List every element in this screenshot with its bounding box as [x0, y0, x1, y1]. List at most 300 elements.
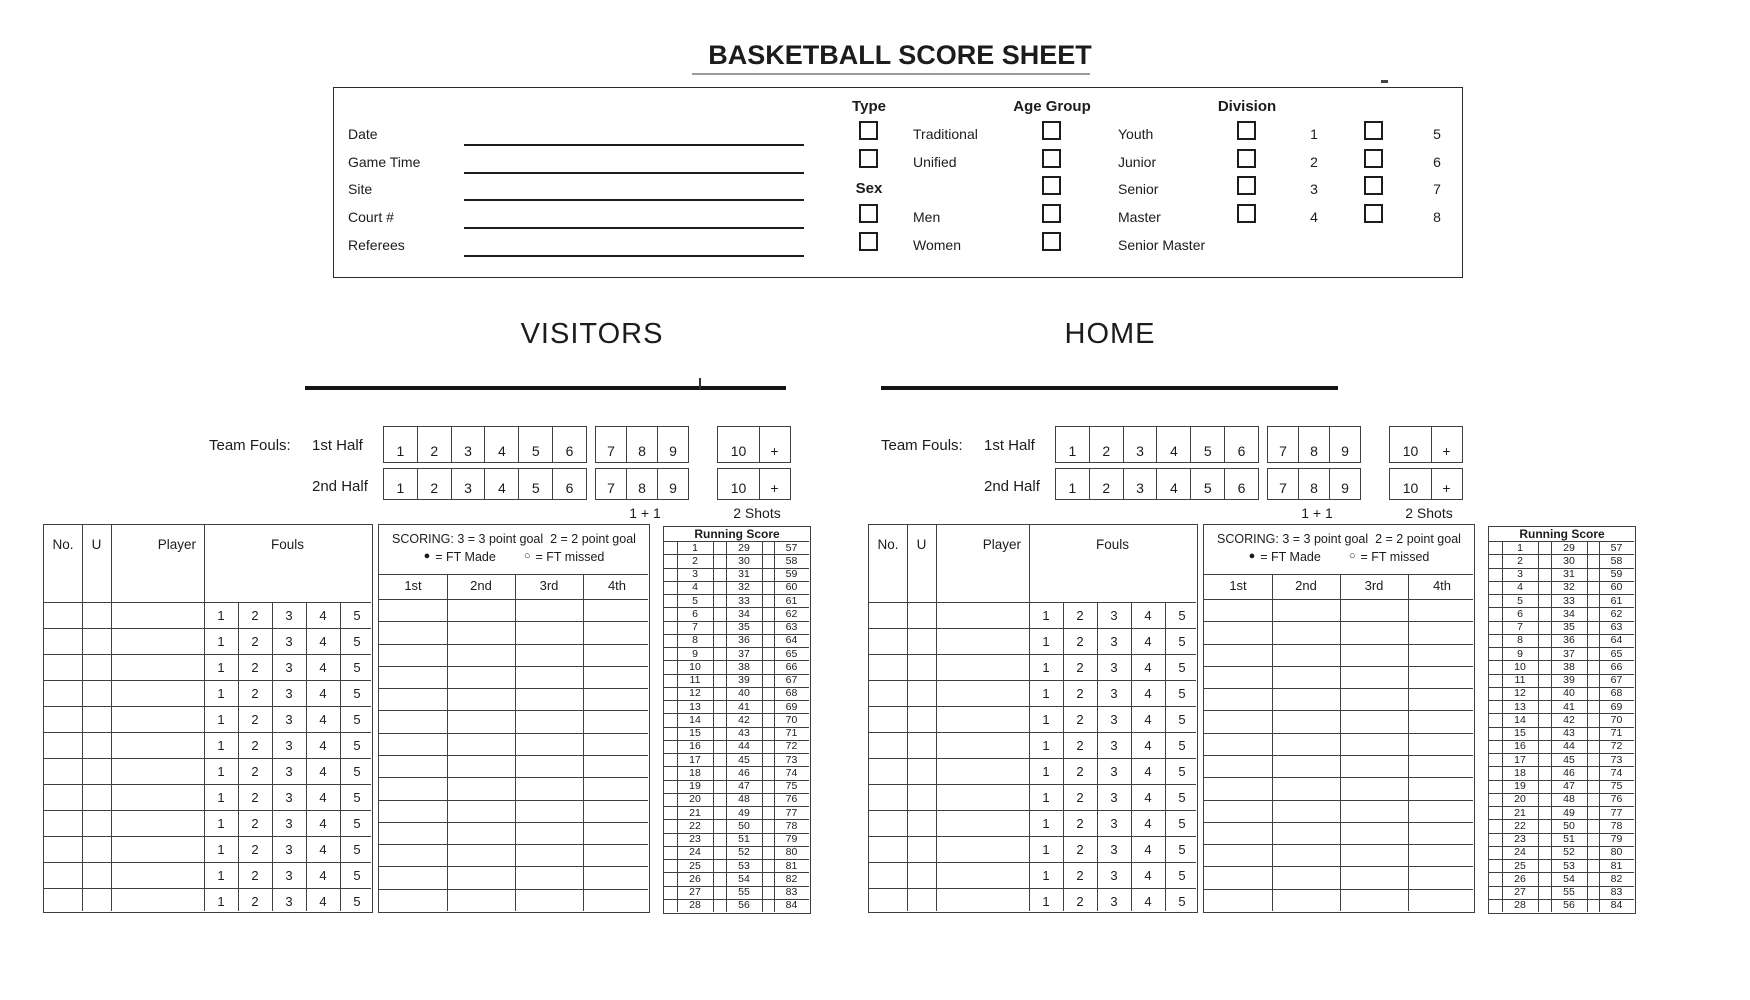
foul-cell-2[interactable]: 2 — [1076, 633, 1084, 649]
running-score-mark-cell[interactable] — [1489, 687, 1502, 700]
roster-cell-player[interactable] — [936, 784, 1029, 810]
foul-cell-2[interactable]: 2 — [251, 789, 259, 805]
running-score-number[interactable]: 68 — [1610, 687, 1623, 700]
foul-cell-3[interactable]: 3 — [285, 867, 293, 883]
running-score-number[interactable]: 63 — [785, 621, 798, 634]
running-score-number[interactable]: 2 — [692, 554, 698, 567]
foul-cell-1[interactable]: 1 — [1042, 841, 1050, 857]
team-foul-box[interactable]: 3 — [1123, 469, 1157, 499]
foul-cell-2[interactable]: 2 — [1076, 867, 1084, 883]
running-score-number[interactable]: 33 — [1563, 594, 1575, 607]
running-score-mark-cell[interactable] — [1489, 568, 1502, 581]
running-score-number[interactable]: 70 — [785, 713, 798, 726]
team-foul-box[interactable]: 9 — [657, 469, 688, 499]
foul-cell-4[interactable]: 4 — [1144, 685, 1152, 701]
foul-cell-4[interactable]: 4 — [1144, 815, 1152, 831]
scoring-cell[interactable] — [1272, 844, 1340, 866]
foul-cell-4[interactable]: 4 — [1144, 893, 1152, 909]
team-foul-box[interactable]: 8 — [626, 427, 657, 462]
foul-cell-5[interactable]: 5 — [353, 685, 361, 701]
scoring-cell[interactable] — [1272, 866, 1340, 888]
running-score-mark-cell[interactable] — [1538, 647, 1551, 660]
running-score-mark-cell[interactable] — [1538, 780, 1551, 793]
team-foul-box[interactable]: 6 — [552, 427, 586, 462]
roster-cell-u[interactable] — [907, 654, 936, 680]
running-score-mark-cell[interactable] — [1538, 621, 1551, 634]
scoring-cell[interactable] — [1204, 889, 1272, 911]
running-score-number[interactable]: 49 — [1563, 806, 1575, 819]
scoring-cell[interactable] — [1408, 777, 1476, 799]
running-score-number[interactable]: 70 — [1610, 713, 1623, 726]
foul-cell-2[interactable]: 2 — [251, 607, 259, 623]
running-score-mark-cell[interactable] — [1489, 713, 1502, 726]
team-foul-box[interactable]: 3 — [1123, 427, 1157, 462]
running-score-number[interactable]: 78 — [785, 819, 798, 832]
running-score-number[interactable]: 27 — [689, 886, 701, 899]
running-score-number[interactable]: 57 — [785, 541, 798, 554]
running-score-mark-cell[interactable] — [1587, 541, 1599, 554]
running-score-number[interactable]: 29 — [1563, 541, 1575, 554]
running-score-mark-cell[interactable] — [1538, 727, 1551, 740]
running-score-number[interactable]: 72 — [1610, 740, 1623, 753]
running-score-number[interactable]: 16 — [689, 740, 701, 753]
running-score-mark-cell[interactable] — [1587, 859, 1599, 872]
running-score-mark-cell[interactable] — [1538, 660, 1551, 673]
foul-cell-1[interactable]: 1 — [217, 607, 225, 623]
running-score-number[interactable]: 6 — [692, 607, 698, 620]
team-foul-box[interactable]: 2 — [1089, 469, 1123, 499]
running-score-number[interactable]: 65 — [785, 647, 798, 660]
running-score-number[interactable]: 62 — [1610, 607, 1623, 620]
team-foul-box[interactable]: 3 — [451, 427, 485, 462]
foul-cell-2[interactable]: 2 — [251, 841, 259, 857]
foul-cell-5[interactable]: 5 — [353, 711, 361, 727]
scoring-cell[interactable] — [1204, 866, 1272, 888]
roster-cell-player[interactable] — [936, 706, 1029, 732]
foul-cell-5[interactable]: 5 — [1178, 607, 1186, 623]
running-score-mark-cell[interactable] — [1489, 674, 1502, 687]
running-score-mark-cell[interactable] — [1489, 899, 1502, 912]
foul-cell-4[interactable]: 4 — [1144, 867, 1152, 883]
team-foul-box[interactable]: 4 — [1156, 427, 1190, 462]
running-score-number[interactable]: 40 — [1563, 687, 1575, 700]
roster-cell-u[interactable] — [907, 602, 936, 628]
running-score-mark-cell[interactable] — [1587, 780, 1599, 793]
foul-cell-3[interactable]: 3 — [285, 685, 293, 701]
scoring-cell[interactable] — [1340, 599, 1408, 621]
roster-cell-player[interactable] — [936, 680, 1029, 706]
foul-cell-1[interactable]: 1 — [1042, 789, 1050, 805]
scoring-cell[interactable] — [1408, 844, 1476, 866]
running-score-number[interactable]: 1 — [692, 541, 698, 554]
running-score-number[interactable]: 64 — [785, 634, 798, 647]
scoring-cell[interactable] — [1340, 844, 1408, 866]
running-score-number[interactable]: 66 — [1610, 660, 1623, 673]
running-score-number[interactable]: 50 — [1563, 819, 1575, 832]
running-score-number[interactable]: 24 — [689, 846, 701, 859]
foul-cell-1[interactable]: 1 — [1042, 685, 1050, 701]
running-score-number[interactable]: 19 — [1514, 780, 1526, 793]
foul-cell-1[interactable]: 1 — [1042, 633, 1050, 649]
running-score-number[interactable]: 81 — [785, 859, 798, 872]
running-score-number[interactable]: 58 — [785, 554, 798, 567]
foul-cell-1[interactable]: 1 — [217, 893, 225, 909]
running-score-mark-cell[interactable] — [1587, 740, 1599, 753]
foul-cell-1[interactable]: 1 — [1042, 867, 1050, 883]
roster-cell-player[interactable] — [936, 602, 1029, 628]
team-foul-box[interactable]: 4 — [484, 427, 518, 462]
running-score-number[interactable]: 35 — [738, 621, 750, 634]
foul-cell-5[interactable]: 5 — [1178, 789, 1186, 805]
running-score-number[interactable]: 6 — [1517, 607, 1523, 620]
foul-cell-4[interactable]: 4 — [319, 893, 327, 909]
team-foul-box[interactable]: 4 — [1156, 469, 1190, 499]
scoring-cell[interactable] — [1272, 733, 1340, 755]
roster-cell-u[interactable] — [907, 628, 936, 654]
running-score-number[interactable]: 81 — [1610, 859, 1623, 872]
scoring-cell[interactable] — [1340, 866, 1408, 888]
running-score-number[interactable]: 5 — [692, 594, 698, 607]
foul-cell-4[interactable]: 4 — [1144, 763, 1152, 779]
running-score-number[interactable]: 39 — [1563, 674, 1575, 687]
scoring-cell[interactable] — [1204, 800, 1272, 822]
team-foul-box[interactable]: 1 — [1068, 443, 1077, 459]
foul-cell-2[interactable]: 2 — [251, 659, 259, 675]
foul-cell-2[interactable]: 2 — [251, 737, 259, 753]
running-score-mark-cell[interactable] — [1538, 899, 1551, 912]
foul-cell-3[interactable]: 3 — [1110, 867, 1118, 883]
running-score-number[interactable]: 54 — [1563, 872, 1575, 885]
foul-cell-5[interactable]: 5 — [353, 789, 361, 805]
running-score-number[interactable]: 78 — [1610, 819, 1623, 832]
team-foul-box[interactable]: 5 — [1190, 469, 1224, 499]
running-score-number[interactable]: 77 — [1610, 806, 1623, 819]
scoring-cell[interactable] — [1408, 710, 1476, 732]
foul-cell-1[interactable]: 1 — [217, 659, 225, 675]
foul-cell-2[interactable]: 2 — [1076, 737, 1084, 753]
foul-cell-5[interactable]: 5 — [353, 841, 361, 857]
running-score-mark-cell[interactable] — [1489, 581, 1502, 594]
running-score-number[interactable]: 69 — [785, 700, 798, 713]
foul-cell-3[interactable]: 3 — [1110, 659, 1118, 675]
scoring-cell[interactable] — [1408, 822, 1476, 844]
team-foul-box[interactable]: 5 — [518, 469, 552, 499]
running-score-number[interactable]: 25 — [689, 859, 701, 872]
team-foul-box[interactable]: 7 — [1279, 443, 1287, 459]
running-score-mark-cell[interactable] — [1489, 541, 1502, 554]
running-score-mark-cell[interactable] — [1489, 607, 1502, 620]
scoring-cell[interactable] — [1340, 777, 1408, 799]
foul-cell-5[interactable]: 5 — [1178, 841, 1186, 857]
foul-cell-5[interactable]: 5 — [1178, 659, 1186, 675]
running-score-mark-cell[interactable] — [1489, 859, 1502, 872]
foul-cell-5[interactable]: 5 — [1178, 893, 1186, 909]
running-score-number[interactable]: 21 — [689, 806, 701, 819]
foul-cell-2[interactable]: 2 — [251, 685, 259, 701]
foul-cell-1[interactable]: 1 — [217, 841, 225, 857]
running-score-mark-cell[interactable] — [1538, 568, 1551, 581]
running-score-number[interactable]: 71 — [785, 727, 798, 740]
scoring-cell[interactable] — [1340, 755, 1408, 777]
foul-cell-5[interactable]: 5 — [353, 633, 361, 649]
running-score-number[interactable]: 30 — [738, 554, 750, 567]
running-score-number[interactable]: 20 — [689, 793, 701, 806]
running-score-number[interactable]: 20 — [1514, 793, 1526, 806]
team-foul-box[interactable]: 9 — [1329, 469, 1360, 499]
running-score-number[interactable]: 80 — [785, 846, 798, 859]
running-score-number[interactable]: 43 — [1563, 727, 1575, 740]
scoring-cell[interactable] — [1272, 889, 1340, 911]
foul-cell-3[interactable]: 3 — [1110, 789, 1118, 805]
running-score-number[interactable]: 51 — [738, 833, 750, 846]
running-score-number[interactable]: 73 — [1610, 753, 1623, 766]
running-score-number[interactable]: 12 — [1514, 687, 1526, 700]
running-score-number[interactable]: 2 — [1517, 554, 1523, 567]
running-score-mark-cell[interactable] — [1538, 793, 1551, 806]
scoring-cell[interactable] — [1204, 755, 1272, 777]
running-score-number[interactable]: 61 — [785, 594, 798, 607]
running-score-number[interactable]: 14 — [1514, 713, 1526, 726]
foul-cell-2[interactable]: 2 — [251, 867, 259, 883]
running-score-mark-cell[interactable] — [1538, 674, 1551, 687]
running-score-mark-cell[interactable] — [1489, 700, 1502, 713]
team-foul-box[interactable]: 2 — [417, 469, 451, 499]
roster-cell-no[interactable] — [869, 836, 907, 862]
running-score-mark-cell[interactable] — [1489, 766, 1502, 779]
running-score-mark-cell[interactable] — [1538, 872, 1551, 885]
roster-cell-u[interactable] — [907, 706, 936, 732]
roster-cell-no[interactable] — [869, 758, 907, 784]
running-score-mark-cell[interactable] — [1587, 806, 1599, 819]
running-score-number[interactable]: 79 — [785, 833, 798, 846]
running-score-number[interactable]: 11 — [1514, 674, 1526, 687]
running-score-mark-cell[interactable] — [1489, 833, 1502, 846]
running-score-number[interactable]: 83 — [1610, 886, 1623, 899]
running-score-number[interactable]: 76 — [785, 793, 798, 806]
roster-cell-u[interactable] — [907, 758, 936, 784]
scoring-cell[interactable] — [1408, 800, 1476, 822]
scoring-cell[interactable] — [1408, 621, 1476, 643]
foul-cell-3[interactable]: 3 — [1110, 841, 1118, 857]
running-score-number[interactable]: 22 — [689, 819, 701, 832]
running-score-number[interactable]: 47 — [738, 780, 750, 793]
running-score-mark-cell[interactable] — [1587, 766, 1599, 779]
foul-cell-4[interactable]: 4 — [319, 633, 327, 649]
scoring-cell[interactable] — [1204, 733, 1272, 755]
foul-cell-5[interactable]: 5 — [353, 659, 361, 675]
team-foul-box[interactable]: 1 — [1068, 480, 1077, 496]
roster-cell-no[interactable] — [869, 888, 907, 914]
running-score-mark-cell[interactable] — [1587, 634, 1599, 647]
running-score-number[interactable]: 32 — [1563, 581, 1575, 594]
team-foul-box[interactable]: 4 — [484, 469, 518, 499]
foul-cell-5[interactable]: 5 — [1178, 737, 1186, 753]
foul-cell-3[interactable]: 3 — [1110, 633, 1118, 649]
running-score-number[interactable]: 67 — [785, 674, 798, 687]
running-score-number[interactable]: 16 — [1514, 740, 1526, 753]
running-score-number[interactable]: 83 — [785, 886, 798, 899]
running-score-mark-cell[interactable] — [1587, 554, 1599, 567]
running-score-number[interactable]: 13 — [1514, 700, 1526, 713]
running-score-number[interactable]: 45 — [1563, 753, 1575, 766]
running-score-number[interactable]: 7 — [1517, 621, 1523, 634]
running-score-number[interactable]: 84 — [785, 899, 798, 912]
running-score-number[interactable]: 74 — [1610, 766, 1623, 779]
foul-cell-2[interactable]: 2 — [251, 633, 259, 649]
scoring-cell[interactable] — [1340, 733, 1408, 755]
running-score-mark-cell[interactable] — [1587, 833, 1599, 846]
team-foul-box[interactable]: 9 — [1329, 427, 1360, 462]
running-score-number[interactable]: 42 — [738, 713, 750, 726]
running-score-number[interactable]: 9 — [1517, 647, 1523, 660]
running-score-number[interactable]: 52 — [1563, 846, 1575, 859]
running-score-number[interactable]: 65 — [1610, 647, 1623, 660]
roster-cell-u[interactable] — [907, 836, 936, 862]
running-score-number[interactable]: 8 — [1517, 634, 1523, 647]
foul-cell-2[interactable]: 2 — [1076, 763, 1084, 779]
foul-cell-5[interactable]: 5 — [1178, 711, 1186, 727]
scoring-cell[interactable] — [1204, 666, 1272, 688]
running-score-number[interactable]: 21 — [1514, 806, 1526, 819]
roster-cell-u[interactable] — [907, 732, 936, 758]
roster-cell-no[interactable] — [869, 680, 907, 706]
running-score-mark-cell[interactable] — [1587, 647, 1599, 660]
running-score-mark-cell[interactable] — [1538, 634, 1551, 647]
running-score-mark-cell[interactable] — [1538, 819, 1551, 832]
running-score-number[interactable]: 74 — [785, 766, 798, 779]
roster-cell-player[interactable] — [936, 862, 1029, 888]
foul-cell-5[interactable]: 5 — [1178, 815, 1186, 831]
foul-cell-4[interactable]: 4 — [319, 815, 327, 831]
roster-cell-player[interactable] — [936, 810, 1029, 836]
running-score-number[interactable]: 59 — [1610, 568, 1623, 581]
foul-cell-5[interactable]: 5 — [353, 893, 361, 909]
running-score-number[interactable]: 79 — [1610, 833, 1623, 846]
running-score-number[interactable]: 48 — [1563, 793, 1575, 806]
foul-cell-4[interactable]: 4 — [319, 607, 327, 623]
scoring-cell[interactable] — [1340, 688, 1408, 710]
foul-cell-2[interactable]: 2 — [251, 815, 259, 831]
running-score-mark-cell[interactable] — [1538, 713, 1551, 726]
running-score-mark-cell[interactable] — [1538, 753, 1551, 766]
foul-cell-5[interactable]: 5 — [353, 737, 361, 753]
team-foul-box[interactable]: + — [1431, 427, 1461, 462]
roster-cell-u[interactable] — [907, 862, 936, 888]
running-score-number[interactable]: 3 — [692, 568, 698, 581]
running-score-number[interactable]: 54 — [738, 872, 750, 885]
running-score-number[interactable]: 69 — [1610, 700, 1623, 713]
scoring-cell[interactable] — [1204, 644, 1272, 666]
scoring-cell[interactable] — [1408, 889, 1476, 911]
running-score-mark-cell[interactable] — [1587, 793, 1599, 806]
running-score-number[interactable]: 15 — [689, 727, 701, 740]
team-foul-box[interactable]: 8 — [1298, 427, 1329, 462]
running-score-number[interactable]: 77 — [785, 806, 798, 819]
running-score-number[interactable]: 34 — [738, 607, 750, 620]
foul-cell-1[interactable]: 1 — [1042, 815, 1050, 831]
foul-cell-3[interactable]: 3 — [1110, 711, 1118, 727]
running-score-number[interactable]: 23 — [689, 833, 701, 846]
scoring-cell[interactable] — [1204, 777, 1272, 799]
scoring-cell[interactable] — [1408, 599, 1476, 621]
running-score-number[interactable]: 57 — [1610, 541, 1623, 554]
scoring-cell[interactable] — [1204, 599, 1272, 621]
roster-cell-no[interactable] — [869, 784, 907, 810]
running-score-number[interactable]: 46 — [1563, 766, 1575, 779]
running-score-number[interactable]: 73 — [785, 753, 798, 766]
team-foul-box[interactable]: + — [1431, 469, 1461, 499]
running-score-number[interactable]: 25 — [1514, 859, 1526, 872]
roster-cell-no[interactable] — [869, 628, 907, 654]
running-score-number[interactable]: 50 — [738, 819, 750, 832]
running-score-mark-cell[interactable] — [1587, 886, 1599, 899]
running-score-mark-cell[interactable] — [1587, 687, 1599, 700]
running-score-number[interactable]: 10 — [1514, 660, 1526, 673]
scoring-cell[interactable] — [1272, 688, 1340, 710]
scoring-cell[interactable] — [1408, 866, 1476, 888]
roster-cell-player[interactable] — [936, 758, 1029, 784]
running-score-number[interactable]: 32 — [738, 581, 750, 594]
scoring-cell[interactable] — [1272, 710, 1340, 732]
running-score-mark-cell[interactable] — [1489, 594, 1502, 607]
running-score-number[interactable]: 31 — [1563, 568, 1575, 581]
running-score-number[interactable]: 24 — [1514, 846, 1526, 859]
running-score-number[interactable]: 53 — [1563, 859, 1575, 872]
scoring-cell[interactable] — [1408, 644, 1476, 666]
team-foul-box[interactable]: + — [759, 469, 789, 499]
foul-cell-4[interactable]: 4 — [319, 763, 327, 779]
foul-cell-5[interactable]: 5 — [353, 815, 361, 831]
running-score-number[interactable]: 35 — [1563, 621, 1575, 634]
running-score-mark-cell[interactable] — [1587, 713, 1599, 726]
scoring-cell[interactable] — [1272, 644, 1340, 666]
scoring-cell[interactable] — [1408, 666, 1476, 688]
running-score-number[interactable]: 68 — [785, 687, 798, 700]
roster-cell-player[interactable] — [936, 628, 1029, 654]
running-score-mark-cell[interactable] — [1538, 740, 1551, 753]
running-score-mark-cell[interactable] — [1489, 806, 1502, 819]
running-score-mark-cell[interactable] — [1587, 674, 1599, 687]
running-score-number[interactable]: 76 — [1610, 793, 1623, 806]
team-foul-box[interactable]: 8 — [1298, 469, 1329, 499]
running-score-mark-cell[interactable] — [1489, 727, 1502, 740]
roster-cell-no[interactable] — [869, 654, 907, 680]
roster-cell-no[interactable] — [869, 706, 907, 732]
team-foul-box[interactable]: 7 — [607, 480, 615, 496]
team-foul-box[interactable]: 2 — [417, 427, 451, 462]
foul-cell-3[interactable]: 3 — [1110, 737, 1118, 753]
foul-cell-3[interactable]: 3 — [285, 763, 293, 779]
scoring-cell[interactable] — [1340, 710, 1408, 732]
running-score-mark-cell[interactable] — [1538, 700, 1551, 713]
running-score-number[interactable]: 60 — [785, 581, 798, 594]
running-score-mark-cell[interactable] — [1489, 793, 1502, 806]
running-score-number[interactable]: 45 — [738, 753, 750, 766]
running-score-number[interactable]: 37 — [738, 647, 750, 660]
foul-cell-2[interactable]: 2 — [251, 763, 259, 779]
running-score-number[interactable]: 34 — [1563, 607, 1575, 620]
foul-cell-4[interactable]: 4 — [319, 711, 327, 727]
running-score-number[interactable]: 72 — [785, 740, 798, 753]
running-score-mark-cell[interactable] — [1587, 753, 1599, 766]
team-foul-box[interactable]: 7 — [1279, 480, 1287, 496]
team-foul-box[interactable]: 5 — [1190, 427, 1224, 462]
running-score-mark-cell[interactable] — [1587, 819, 1599, 832]
running-score-number[interactable]: 38 — [738, 660, 750, 673]
running-score-mark-cell[interactable] — [1538, 554, 1551, 567]
team-foul-box[interactable]: 1 — [396, 443, 405, 459]
foul-cell-3[interactable]: 3 — [1110, 607, 1118, 623]
